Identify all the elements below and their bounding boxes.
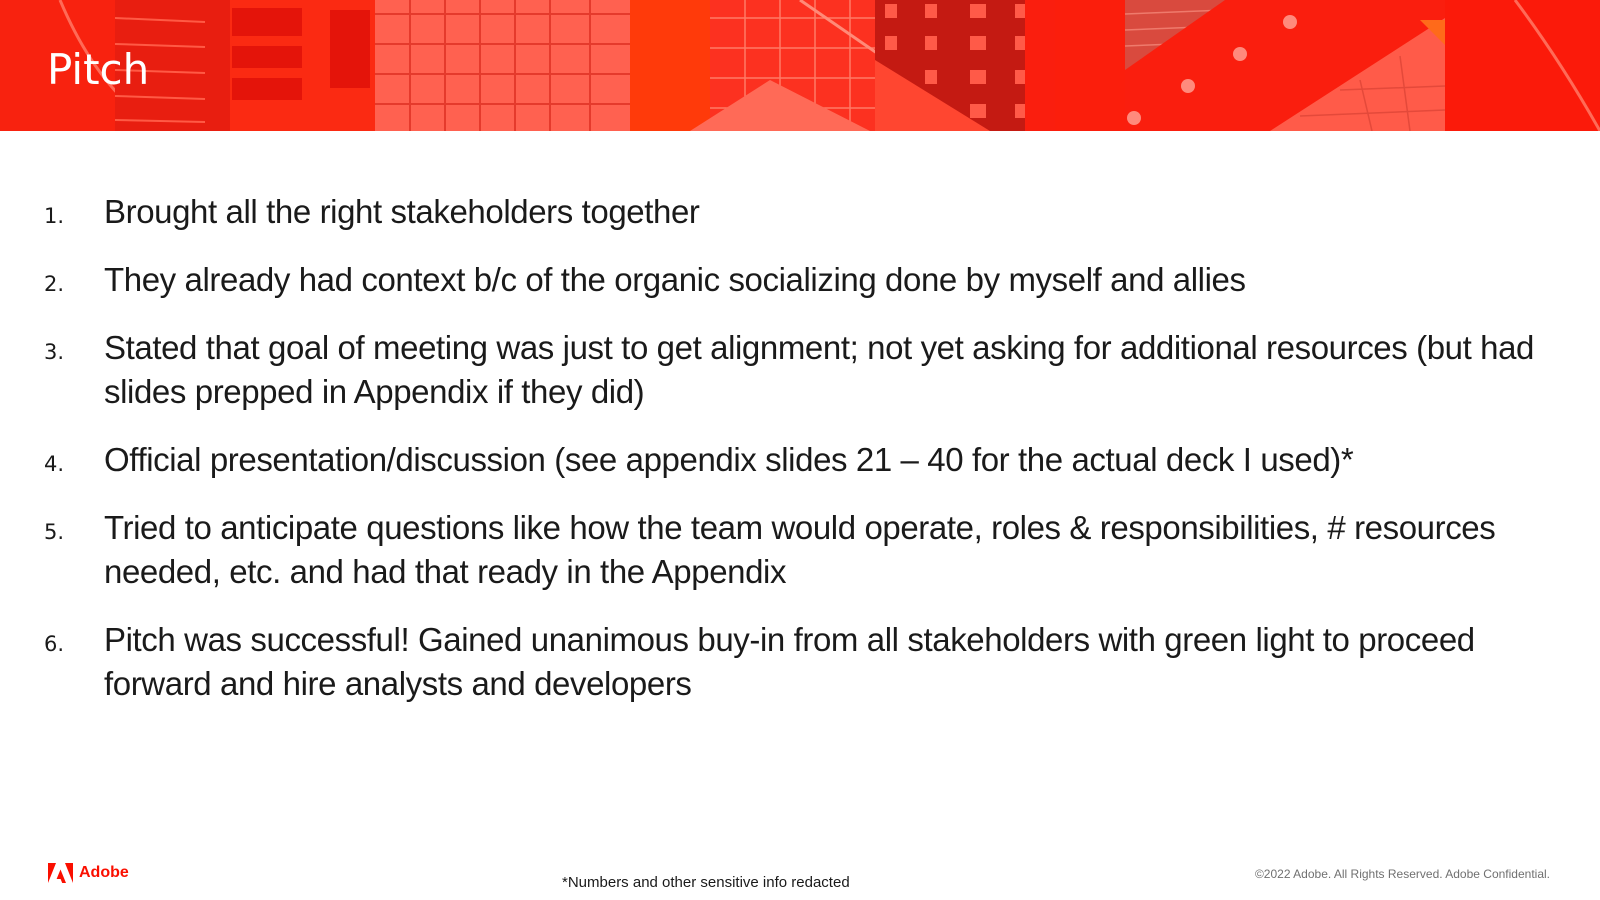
list-item: [0, 258, 1600, 302]
list-item: [0, 190, 1600, 234]
item-text: Official presentation/discussion (see appendix slides 21 – 40 for the actual deck I used)*: [104, 441, 1354, 478]
item-text: Tried to anticipate questions like how the team would operate, roles & responsibilities, # resources needed, etc. and had that ready in the Appendix: [104, 509, 1496, 590]
item-number: 6.: [44, 632, 65, 656]
item-text: They already had context b/c of the organic socializing done by myself and allies: [104, 261, 1246, 298]
item-text: Stated that goal of meeting was just to get alignment; not yet asking for additional resources (but had slides prepped in Appendix if they did): [104, 329, 1535, 410]
adobe-logo: [48, 862, 129, 884]
item-number: 3.: [44, 340, 65, 364]
item-number: 1.: [44, 204, 65, 228]
slide-title: Pitch: [47, 45, 150, 94]
copyright-text: ©2022 Adobe. All Rights Reserved. Adobe Confidential.: [1254, 867, 1550, 881]
item-number: 2.: [44, 272, 65, 296]
list-item: [0, 506, 1600, 594]
adobe-logo-icon: [48, 863, 73, 883]
list-item: [0, 438, 1600, 482]
header-banner: [0, 0, 1600, 131]
item-text: Pitch was successful! Gained unanimous buy-in from all stakeholders with green light to proceed forward and hire analysts and developers: [104, 621, 1475, 702]
logo-text: Adobe: [79, 864, 129, 881]
footnote: *Numbers and other sensitive info redacted: [562, 874, 850, 891]
item-text: Brought all the right stakeholders together: [104, 193, 700, 230]
banner-pattern-graphic: [0, 0, 1600, 131]
item-number: 4.: [44, 452, 65, 476]
list-item: [0, 326, 1600, 414]
list-item: [0, 618, 1600, 706]
item-number: 5.: [44, 520, 65, 544]
bullet-list: [0, 190, 1600, 730]
